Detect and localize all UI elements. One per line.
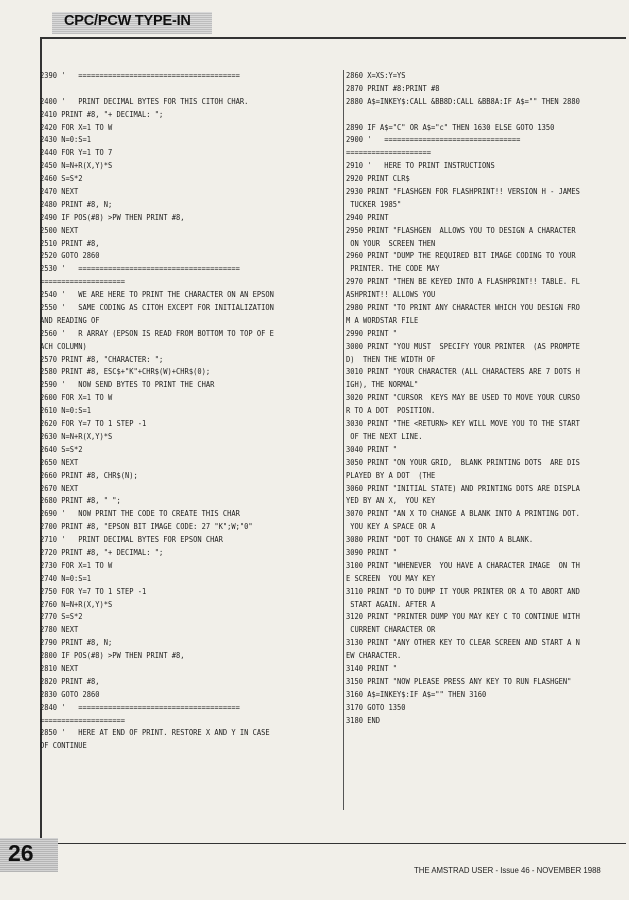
code-line: 2720 PRINT #8, "+ DECIMAL: "; [40,547,164,557]
code-line: 2870 PRINT #8:PRINT #8 [346,83,440,93]
code-line: 2560 ' R ARRAY (EPSON IS READ FROM BOTTOM TO TOP OF E [40,328,274,338]
listing-left-column [40,70,336,753]
code-line: 2910 ' HERE TO PRINT INSTRUCTIONS [346,161,495,171]
code-line: D) THEN THE WIDTH OF [346,354,436,364]
code-line: 2640 S=S*2 [40,444,83,454]
code-line: 2780 NEXT [40,625,79,635]
code-line: 2610 N=0:S=1 [40,406,92,416]
code-line: 2520 GOTO 2860 [40,251,100,261]
code-line: 2410 PRINT #8, "+ DECIMAL: "; [40,109,164,119]
code-line: OF THE NEXT LINE. [346,431,423,441]
code-line: 2840 ' ====================================== [40,702,240,712]
code-line: AND READING OF [40,315,100,325]
code-line: 2670 NEXT [40,483,79,493]
code-line: 2980 PRINT "TO PRINT ANY CHARACTER WHICH YOU DESIGN FRO [346,303,580,313]
code-line: 2850 ' HERE AT END OF PRINT. RESTORE X AND Y IN CASE [40,728,270,738]
code-line: 3000 PRINT "YOU MUST SPECIFY YOUR PRINTER (AS PROMPTE [346,341,580,351]
code-line: 3140 PRINT " [346,663,398,673]
code-line: ==================== [40,277,126,287]
code-line: EW CHARACTER. [346,651,402,661]
code-line: 2400 ' PRINT DECIMAL BYTES FOR THIS CITOH CHAR. [40,96,249,106]
code-line: 2540 ' WE ARE HERE TO PRINT THE CHARACTER ON AN EPSON [40,290,274,300]
code-line: E SCREEN YOU MAY KEY [346,573,436,583]
code-line: 2880 A$=INKEY$:CALL &BB8D:CALL &BB8A:IF A$="" THEN 2880 [346,96,580,106]
code-line: 2590 ' NOW SEND BYTES TO PRINT THE CHAR [40,380,215,390]
code-line: 3070 PRINT "AN X TO CHANGE A BLANK INTO A PRINTING DOT. [346,509,580,519]
code-line: 3100 PRINT "WHENEVER YOU HAVE A CHARACTER IMAGE ON TH [346,560,580,570]
code-line: 2810 NEXT [40,663,79,673]
page-number: 26 [8,840,34,866]
code-line: START AGAIN. AFTER A [346,599,436,609]
code-line: 2940 PRINT [346,212,389,222]
code-line: CURRENT CHARACTER OR [346,625,436,635]
code-line: YED BY AN X, YOU KEY [346,496,436,506]
code-line: 3110 PRINT "D TO DUMP IT YOUR PRINTER OR A TO ABORT AND [346,586,580,596]
code-line: 2600 FOR X=1 TO W [40,393,113,403]
code-line: 2990 PRINT " [346,328,398,338]
code-line: TUCKER 1985" [346,199,402,209]
code-line: IGH), THE NORMAL" [346,380,419,390]
code-line: 2620 FOR Y=7 TO 1 STEP -1 [40,419,147,429]
code-line: 2950 PRINT "FLASHGEN ALLOWS YOU TO DESIGN A CHARACTER [346,225,576,235]
code-line: M A WORDSTAR FILE [346,315,419,325]
code-line [40,83,336,96]
code-line: 3160 A$=INKEY$:IF A$="" THEN 3160 [346,689,487,699]
code-line: 2500 NEXT [40,225,79,235]
code-line: 2740 N=0:S=1 [40,573,92,583]
code-line: 2900 ' ================================ [346,135,521,145]
code-line: 2530 ' ====================================== [40,264,240,274]
code-line: 3020 PRINT "CURSOR KEYS MAY BE USED TO MOVE YOUR CURSO [346,393,580,403]
code-line: 2510 PRINT #8, [40,238,100,248]
code-line: OF CONTINUE [40,741,87,751]
code-line: 2450 N=N+R(X,Y)*S [40,161,113,171]
code-line: ==================== [346,148,432,158]
code-line: 2490 IF POS(#8) >PW THEN PRINT #8, [40,212,185,222]
code-line: 2750 FOR Y=7 TO 1 STEP -1 [40,586,147,596]
code-line: 2770 S=S*2 [40,612,83,622]
code-line: 3060 PRINT "INITIAL STATE) AND PRINTING DOTS ARE DISPLA [346,483,580,493]
code-line: 2680 PRINT #8, " "; [40,496,121,506]
code-line: 2730 FOR X=1 TO W [40,560,113,570]
code-line: 2790 PRINT #8, N; [40,638,113,648]
code-line: 2800 IF POS(#8) >PW THEN PRINT #8, [40,651,185,661]
code-line: 2420 FOR X=1 TO W [40,122,113,132]
code-line: PRINTER. THE CODE MAY [346,264,440,274]
code-line: ASHPRINT!! ALLOWS YOU [346,290,436,300]
code-line: 2930 PRINT "FLASHGEN FOR FLASHPRINT!! VERSION H - JAMES [346,187,580,197]
code-line: 3030 PRINT "THE <RETURN> KEY WILL MOVE YOU TO THE START [346,419,580,429]
code-line: 3180 END [346,715,381,725]
code-line: 2920 PRINT CLR$ [346,174,410,184]
code-line: 3080 PRINT "DOT TO CHANGE AN X INTO A BLANK. [346,535,534,545]
column-divider [343,70,344,810]
code-line: 2860 X=XS:Y=YS [346,71,406,80]
code-line: 3010 PRINT "YOUR CHARACTER (ALL CHARACTERS ARE 7 DOTS H [346,367,580,377]
code-line: PLAYED BY A DOT (THE [346,470,436,480]
code-line: 2430 N=0:S=1 [40,135,92,145]
code-line: 3090 PRINT " [346,547,398,557]
code-line: 2700 PRINT #8, "EPSON BIT IMAGE CODE: 27 "K";W;"0" [40,522,253,532]
code-line: 3130 PRINT "ANY OTHER KEY TO CLEAR SCREEN AND START A N [346,638,580,648]
code-line: 2480 PRINT #8, N; [40,199,113,209]
code-line: ACH COLUMN) [40,341,87,351]
code-line: 2630 N=N+R(X,Y)*S [40,431,113,441]
code-line: 2550 ' SAME CODING AS CITOH EXCEPT FOR INITIALIZATION [40,303,274,313]
code-line: 2690 ' NOW PRINT THE CODE TO CREATE THIS CHAR [40,509,240,519]
code-line: YOU KEY A SPACE OR A [346,522,436,532]
code-line: 2760 N=N+R(X,Y)*S [40,599,113,609]
code-line: 2390 ' ====================================== [40,71,240,80]
code-line: 2660 PRINT #8, CHR$(N); [40,470,138,480]
code-line: 3040 PRINT " [346,444,398,454]
code-line: 2970 PRINT "THEN BE KEYED INTO A FLASHPRINT!! TABLE. FL [346,277,580,287]
code-line: 2570 PRINT #8, "CHARACTER: "; [40,354,164,364]
code-line: R TO A DOT POSITION. [346,406,436,416]
code-line: 2820 PRINT #8, [40,676,100,686]
code-line: 2460 S=S*2 [40,174,83,184]
code-line: 2650 NEXT [40,457,79,467]
code-line: 3120 PRINT "PRINTER DUMP YOU MAY KEY C TO CONTINUE WITH [346,612,580,622]
code-line: 2440 FOR Y=1 TO 7 [40,148,113,158]
code-line: ON YOUR SCREEN THEN [346,238,436,248]
code-line: 2960 PRINT "DUMP THE REQUIRED BIT IMAGE CODING TO YOUR [346,251,576,261]
code-line: 3050 PRINT "ON YOUR GRID, BLANK PRINTING DOTS ARE DIS [346,457,580,467]
code-line: 2830 GOTO 2860 [40,689,100,699]
code-line: 2890 IF A$="C" OR A$="c" THEN 1630 ELSE GOTO 1350 [346,122,555,132]
footer-credit: THE AMSTRAD USER - Issue 46 - NOVEMBER 1988 [414,866,601,875]
code-line: 2580 PRINT #8, ESC$+"K"+CHR$(W)+CHR$(0); [40,367,211,377]
code-line: 3170 GOTO 1350 [346,702,406,712]
code-line: 3150 PRINT "NOW PLEASE PRESS ANY KEY TO RUN FLASHGEN" [346,676,572,686]
listing-right-column [346,70,621,727]
code-line [346,109,621,122]
code-line: ==================== [40,715,126,725]
section-title: CPC/PCW TYPE-IN [64,13,191,29]
code-line: 2470 NEXT [40,187,79,197]
code-line: 2710 ' PRINT DECIMAL BYTES FOR EPSON CHAR [40,535,223,545]
